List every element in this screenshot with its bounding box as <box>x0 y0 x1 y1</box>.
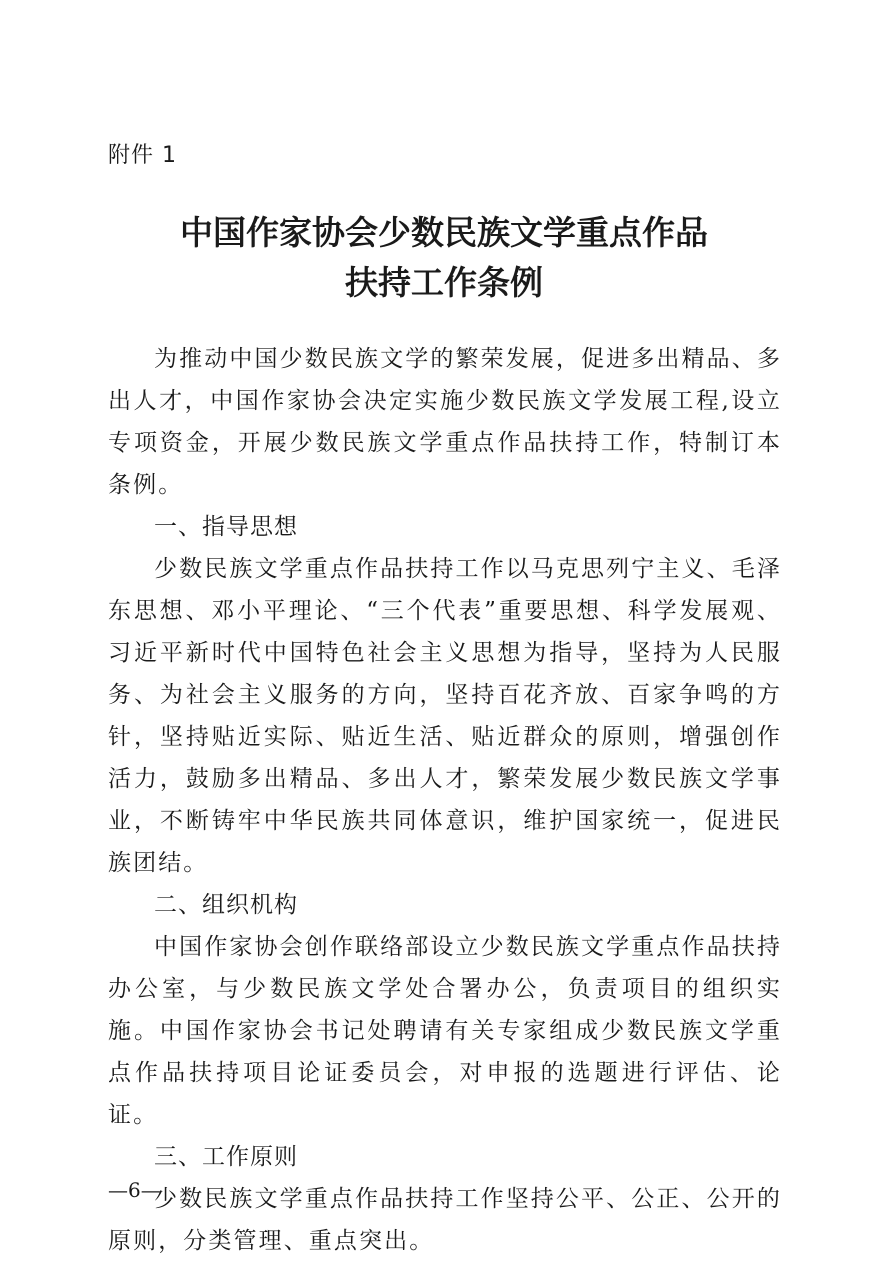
section-heading-1: 一、指导思想 <box>154 514 298 540</box>
title-line-2: 扶持工作条例 <box>345 263 543 302</box>
section-text-1: 少数民族文学重点作品扶持工作以马克思列宁主义、毛泽东思想、邓小平理论、“三个代表”重要思想、科学发展观、习近平新时代中国特色社会主义思想为指导，坚持为人民服务、为社会主义服务的方向，坚持百花齐放、百家争鸣的方针，坚持贴近实际、贴近生活、贴近群众的原则，增强创作活力，鼓励多出精品、多出人才，繁荣发展少数民族文学事业，不断铸牢中华民族共同体意识，维护国家统一，促进民族团结。 <box>108 556 782 876</box>
document-title <box>0 208 888 308</box>
section-heading-2: 二、组织机构 <box>154 892 298 918</box>
page-number: —6— <box>108 1178 161 1202</box>
section-heading-3: 三、工作原则 <box>154 1144 298 1170</box>
attachment-label: 附件 1 <box>108 143 177 168</box>
section-text-3: 少数民族文学重点作品扶持工作坚持公平、公正、公开的原则，分类管理、重点突出。 <box>108 1186 782 1254</box>
title-line-1: 中国作家协会少数民族文学重点作品 <box>180 213 708 252</box>
intro-paragraph: 为推动中国少数民族文学的繁荣发展，促进多出精品、多出人才，中国作家协会决定实施少数民族文学发展工程,设立专项资金，开展少数民族文学重点作品扶持工作，特制订本条例。 <box>108 346 782 498</box>
document-body <box>108 338 782 1262</box>
section-text-2: 中国作家协会创作联络部设立少数民族文学重点作品扶持办公室，与少数民族文学处合署办公，负责项目的组织实施。中国作家协会书记处聘请有关专家组成少数民族文学重点作品扶持项目论证委员会，对申报的选题进行评估、论证。 <box>108 934 782 1128</box>
